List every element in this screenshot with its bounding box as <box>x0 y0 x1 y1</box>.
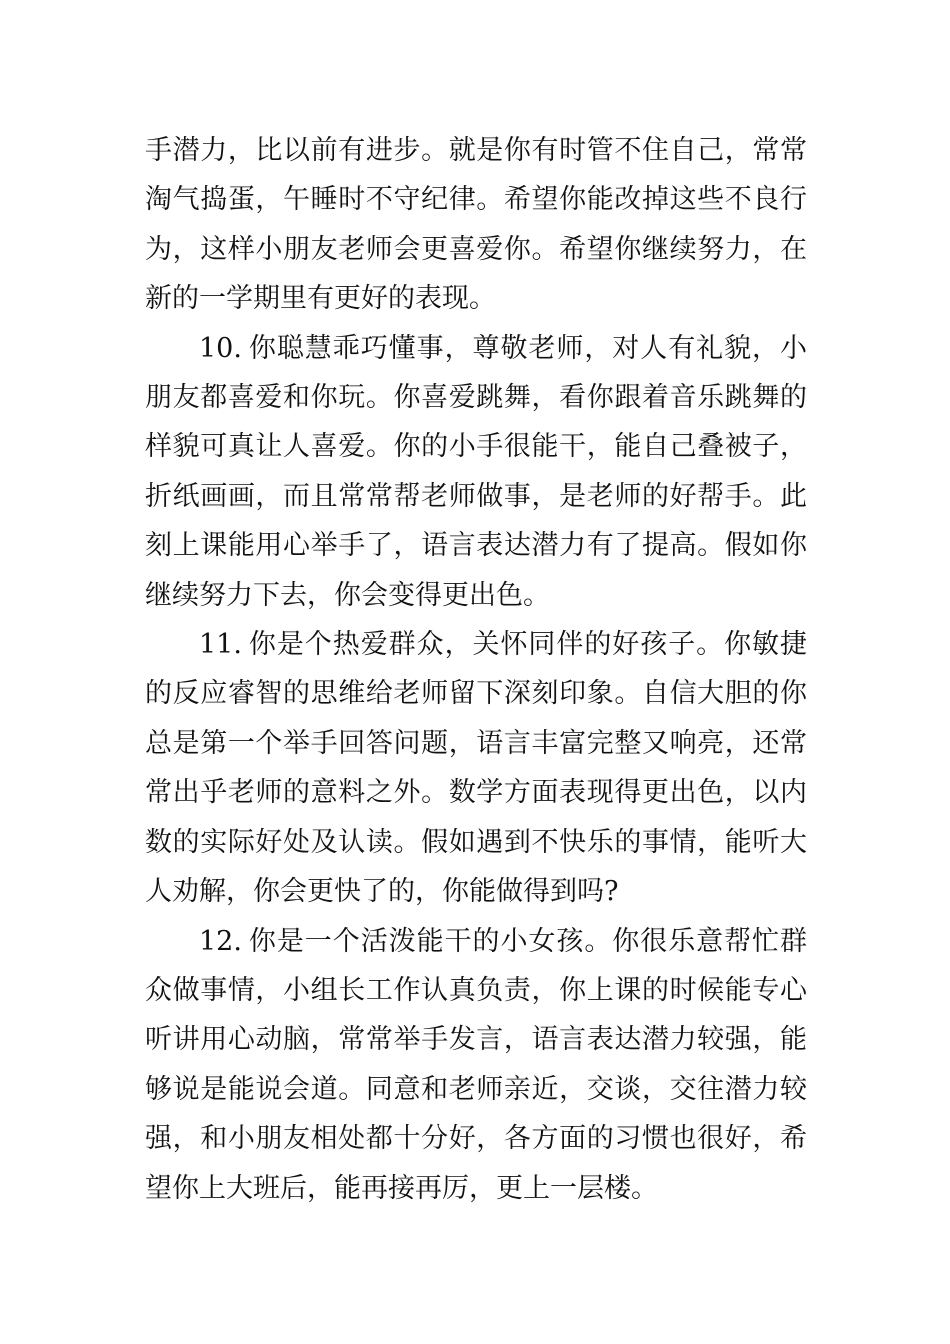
paragraph-item-12 <box>145 917 807 1213</box>
paragraph-text: 你是个热爱群众，关怀同伴的好孩子。你敏捷的反应睿智的思维给老师留下深刻印象。自信大胆的你总是第一个举手回答问题，语言丰富完整又响亮，还常常出乎老师的意料之外。数学方面表现得更出色，以内数的实际好处及认读。假如遇到不快乐的事情，能听大人劝解，你会更快了的，你能做得到吗? <box>145 629 807 908</box>
paragraph-continuation <box>145 126 807 324</box>
paragraph-item-10 <box>145 324 807 620</box>
paragraph-text: 你是一个活泼能干的小女孩。你很乐意帮忙群众做事情，小组长工作认真负责，你上课的时候能专心听讲用心动脑，常常举手发言，语言表达潜力较强，能够说是能说会道。同意和老师亲近，交谈，交往潜力较强，和小朋友相处都十分好，各方面的习惯也很好，希望你上大班后，能再接再厉，更上一层楼。 <box>145 925 807 1204</box>
item-number: 12. <box>199 925 242 957</box>
document-body <box>145 126 807 1213</box>
item-number: 10. <box>199 332 242 364</box>
paragraph-text: 你聪慧乖巧懂事，尊敬老师，对人有礼貌，小朋友都喜爱和你玩。你喜爱跳舞，看你跟着音乐跳舞的样貌可真让人喜爱。你的小手很能干，能自己叠被子，折纸画画，而且常常帮老师做事，是老师的好帮手。此刻上课能用心举手了，语言表达潜力有了提高。假如你继续努力下去，你会变得更出色。 <box>145 332 807 611</box>
item-number: 11. <box>199 629 242 661</box>
paragraph-item-11 <box>145 620 807 916</box>
paragraph-text: 手潜力，比以前有进步。就是你有时管不住自己，常常淘气捣蛋，午睡时不守纪律。希望你能改掉这些不良行为，这样小朋友老师会更喜爱你。希望你继续努力，在新的一学期里有更好的表现。 <box>145 135 807 315</box>
